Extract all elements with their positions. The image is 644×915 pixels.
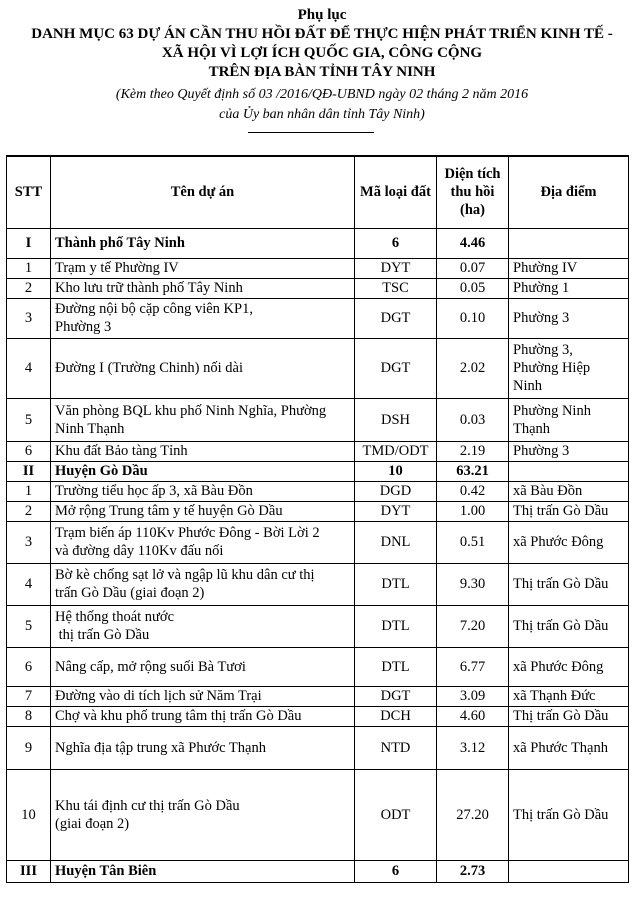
column-header-location: Địa điểm bbox=[509, 156, 629, 228]
table-row: 3 Trạm biến áp 110Kv Phước Đông - Bời Lời 2 và đường dây 110Kv đấu nối DNL 0.51 xã Phước Đông bbox=[7, 521, 629, 563]
table-row: 5 Văn phòng BQL khu phố Ninh Nghĩa, Phường Ninh Thạnh DSH 0.03 Phường Ninh Thạnh bbox=[7, 398, 629, 441]
project-table bbox=[6, 155, 629, 883]
column-header-code: Mã loại đất bbox=[355, 156, 437, 228]
section-row: I Thành phố Tây Ninh 6 4.46 bbox=[7, 228, 629, 258]
table-row: 9 Nghĩa địa tập trung xã Phước Thạnh NTD 3.12 xã Phước Thạnh bbox=[7, 726, 629, 769]
column-header-name: Tên dự án bbox=[51, 156, 355, 228]
table-row: 7 Đường vào di tích lịch sử Năm Trại DGT 3.09 xã Thạnh Đức bbox=[7, 686, 629, 706]
table-row: 4 Đường I (Trường Chinh) nối dài DGT 2.02 Phường 3, Phường Hiệp Ninh bbox=[7, 338, 629, 398]
list-title-line-1: DANH MỤC 63 DỰ ÁN CẦN THU HỒI ĐẤT ĐỂ THỰC HIỆN PHÁT TRIỂN KINH TẾ - bbox=[31, 26, 613, 42]
decision-reference-line-1: (Kèm theo Quyết định số 03 /2016/QĐ-UBND ngày 02 tháng 2 năm 2016 bbox=[115, 87, 529, 102]
list-title-line-3: TRÊN ĐỊA BÀN TỈNH TÂY NINH bbox=[208, 64, 436, 80]
table-row: 5 Hệ thống thoát nước thị trấn Gò Dầu DTL 7.20 Thị trấn Gò Dầu bbox=[7, 605, 629, 647]
table-header-row bbox=[7, 156, 629, 228]
appendix-title: Phụ lục bbox=[297, 7, 347, 23]
table-row: 4 Bờ kè chống sạt lở và ngập lũ khu dân cư thị trấn Gò Dầu (giai đoạn 2) DTL 9.30 Thị trấn Gò Dầu bbox=[7, 563, 629, 605]
table-row: 10 Khu tái định cư thị trấn Gò Dầu (giai đoạn 2) ODT 27.20 Thị trấn Gò Dầu bbox=[7, 769, 629, 860]
table-row: 1 Trường tiểu học ấp 3, xã Bàu Đồn DGD 0.42 xã Bàu Đồn bbox=[7, 481, 629, 501]
table-row: 8 Chợ và khu phố trung tâm thị trấn Gò Dầu DCH 4.60 Thị trấn Gò Dầu bbox=[7, 706, 629, 726]
table-row: 1 Trạm y tế Phường IV DYT 0.07 Phường IV bbox=[7, 258, 629, 278]
decision-reference-line-2: của Ủy ban nhân dân tỉnh Tây Ninh) bbox=[219, 107, 425, 122]
column-header-area: Diện tích thu hồi (ha) bbox=[437, 156, 509, 228]
column-header-stt: STT bbox=[7, 156, 51, 228]
table-row: 2 Mở rộng Trung tâm y tế huyện Gò Dầu DYT 1.00 Thị trấn Gò Dầu bbox=[7, 501, 629, 521]
section-row: III Huyện Tân Biên 6 2.73 bbox=[7, 860, 629, 882]
header-divider bbox=[248, 132, 374, 133]
table-row: 2 Kho lưu trữ thành phố Tây Ninh TSC 0.05 Phường 1 bbox=[7, 278, 629, 298]
table-row: 6 Nâng cấp, mở rộng suối Bà Tươi DTL 6.77 xã Phước Đông bbox=[7, 647, 629, 686]
section-row: II Huyện Gò Dầu 10 63.21 bbox=[7, 461, 629, 481]
list-title-line-2: XÃ HỘI VÌ LỢI ÍCH QUỐC GIA, CÔNG CỘNG bbox=[161, 45, 483, 61]
table-row: 6 Khu đất Bảo tàng Tỉnh TMD/ODT 2.19 Phường 3 bbox=[7, 441, 629, 461]
table-row: 3 Đường nội bộ cặp công viên KP1, Phường 3 DGT 0.10 Phường 3 bbox=[7, 298, 629, 338]
